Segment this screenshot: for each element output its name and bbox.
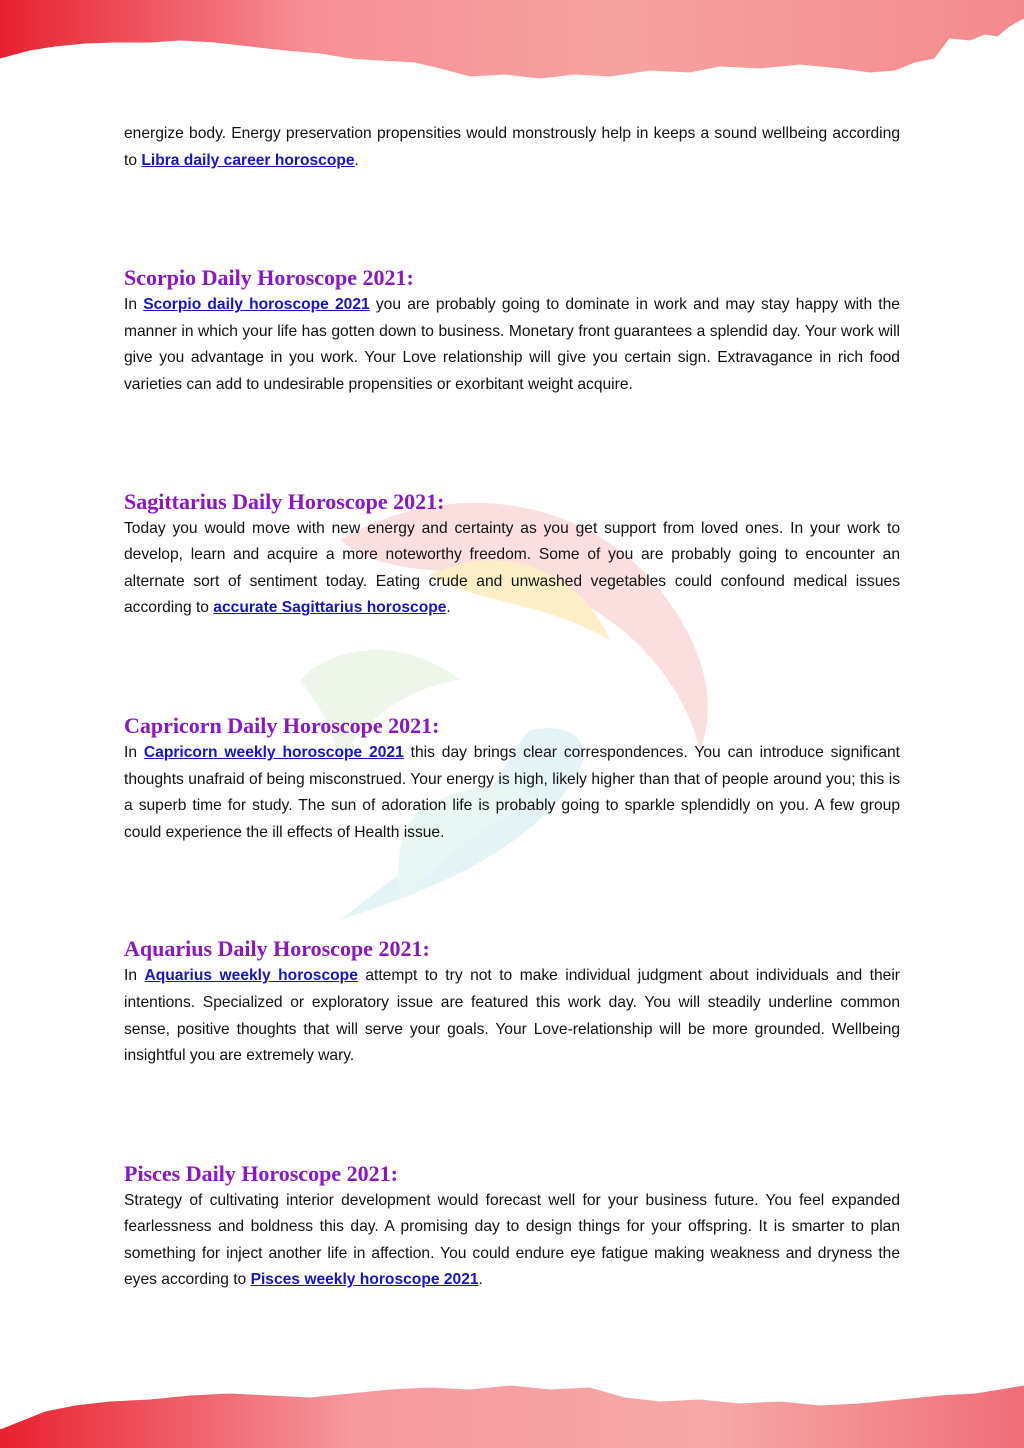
scorpio-section [124, 264, 900, 398]
sagittarius-horoscope-link[interactable]: accurate Sagittarius horoscope [213, 599, 447, 617]
pisces-paragraph: Strategy of cultivating interior development would forecast well for your business future. You feel expanded fearlessness and boldness this day. A promising day to design things for your offspring. It is smarter to plan something for inject another life in affection. You could endure eye fatigue making weakness and dryness the eyes according to Pisces weekly horoscope 2021. [124, 1191, 900, 1289]
top-decorative-banner [0, 0, 1024, 100]
intro-paragraph: energize body. Energy preservation propensities would monstrously help in keeps a sound wellbeing according to Libra daily career horoscope. [124, 125, 900, 169]
capricorn-paragraph: In Capricorn weekly horoscope 2021 this day brings clear correspondences. You can introduce significant thoughts unafraid of being misconstrued. Your energy is high, likely higher than that of people around you; this is a superb time for study. The sun of adoration life is probably going to sparkle splendidly on you. A few group could experience the ill effects of Health issue. [124, 743, 900, 841]
aquarius-section [124, 935, 900, 1069]
pisces-horoscope-link[interactable]: Pisces weekly horoscope 2021 [250, 1271, 479, 1289]
pisces-heading: Pisces Daily Horoscope 2021: [124, 1160, 398, 1186]
scorpio-heading: Scorpio Daily Horoscope 2021: [124, 265, 414, 291]
capricorn-horoscope-link[interactable]: Capricorn weekly horoscope 2021 [143, 743, 404, 761]
libra-career-horoscope-link[interactable]: Libra daily career horoscope [141, 151, 355, 169]
scorpio-paragraph: In Scorpio daily horoscope 2021 you are probably going to dominate in work and may stay happy with the manner in which your life has gotten down to business. Monetary front guarantees a splendid day. Your work will give you advantage in you work. Your Love relationship will give you certain sign. Extravagance in rich food varieties can add to undesirable propensities or exorbitant weight acquire. [124, 296, 900, 393]
scorpio-horoscope-link[interactable]: Scorpio daily horoscope 2021 [143, 296, 370, 314]
page-content [124, 121, 900, 1294]
sagittarius-section [124, 488, 900, 622]
aquarius-paragraph: In Aquarius weekly horoscope attempt to try not to make individual judgment about individuals and their intentions. Specialized or exploratory issue are featured this work day. You will steadily underline common sense, positive thoughts that will serve your goals. Your Love-relationship will be more grounded. Wellbeing insightful you are extremely wary. [124, 967, 900, 1065]
pisces-section [124, 1160, 900, 1294]
aquarius-heading: Aquarius Daily Horoscope 2021: [124, 936, 430, 962]
aquarius-horoscope-link[interactable]: Aquarius weekly horoscope [144, 967, 358, 985]
capricorn-heading: Capricorn Daily Horoscope 2021: [124, 712, 440, 738]
capricorn-section [124, 712, 900, 846]
bottom-decorative-banner [0, 1348, 1024, 1448]
sagittarius-paragraph: Today you would move with new energy and certainty as you get support from loved ones. In your work to develop, learn and acquire a more noteworthy freedom. Some of you are probably going to encounter an alternate sort of sentiment today. Eating crude and unwashed vegetables could confound medical issues according to accurate Sagittarius horoscope. [124, 519, 900, 617]
sagittarius-heading: Sagittarius Daily Horoscope 2021: [124, 488, 445, 514]
